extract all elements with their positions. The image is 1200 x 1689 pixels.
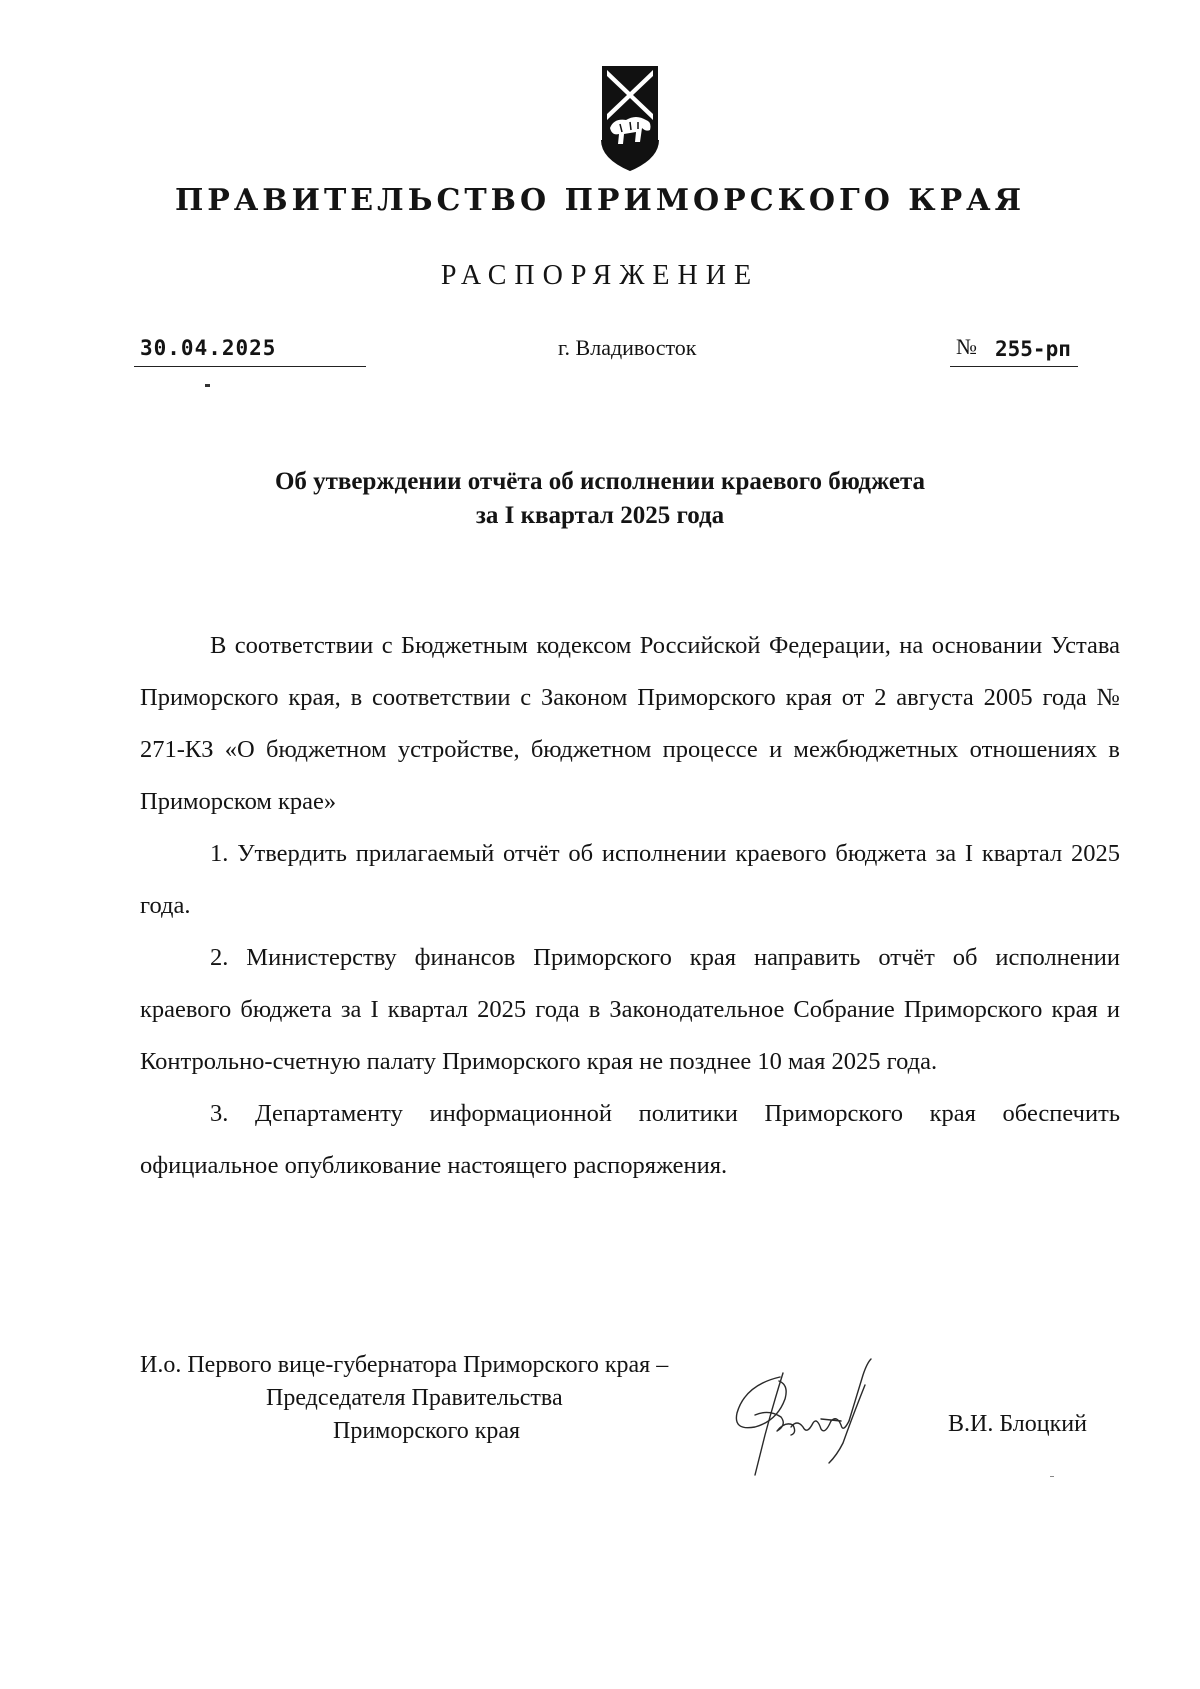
position-line-2: Председателя Правительства: [266, 1385, 563, 1411]
signatory-position: [140, 1349, 668, 1448]
item-2-paragraph: 2. Министерству финансов Приморского края направить отчёт об исполнении краевого бюджета за I квартал 2025 года в Законодательное Собрание Приморского края и Контрольно-счетную палату Приморского края не позднее 10 мая 2025 года.: [140, 944, 1120, 1075]
position-line-1: И.о. Первого вице-губернатора Приморского края –: [140, 1352, 669, 1378]
document-number: 255-рп: [995, 337, 1071, 361]
document-subject: [0, 465, 1200, 533]
government-title: ПРАВИТЕЛЬСТВО ПРИМОРСКОГО КРАЯ: [174, 183, 1026, 218]
document-type: РАСПОРЯЖЕНИЕ: [440, 260, 760, 291]
coat-of-arms-icon: [580, 62, 680, 174]
document-city: г. Владивосток: [558, 335, 697, 360]
item-3-paragraph: 3. Департаменту информационной политики Приморского края обеспечить официальное опубликование настоящего распоряжения.: [140, 1100, 1120, 1179]
signatory-name: В.И. Блоцкий: [948, 1411, 1087, 1437]
subject-line-1: Об утверждении отчёта об исполнении краевого бюджета: [274, 468, 926, 495]
scan-mark: [205, 384, 210, 387]
scan-speck: [1050, 1476, 1054, 1477]
subject-line-2: за I квартал 2025 года: [475, 502, 725, 529]
date-underline: [134, 366, 366, 367]
preamble-paragraph: В соответствии с Бюджетным кодексом Российской Федерации, на основании Устава Приморского края, в соответствии с Законом Приморского края от 2 августа 2005 года № 271-КЗ «О бюджетном устройстве, бюджетном процессе и межбюджетных отношениях в Приморском крае»: [140, 632, 1120, 815]
number-underline: [950, 366, 1078, 367]
number-sign: №: [956, 334, 977, 359]
handwritten-signature-icon: [725, 1355, 915, 1480]
item-1-paragraph: 1. Утвердить прилагаемый отчёт об исполнении краевого бюджета за I квартал 2025 года.: [140, 840, 1120, 919]
document-body: [140, 620, 1120, 1192]
document-date: 30.04.2025: [140, 336, 277, 360]
position-line-3: Приморского края: [333, 1418, 521, 1444]
